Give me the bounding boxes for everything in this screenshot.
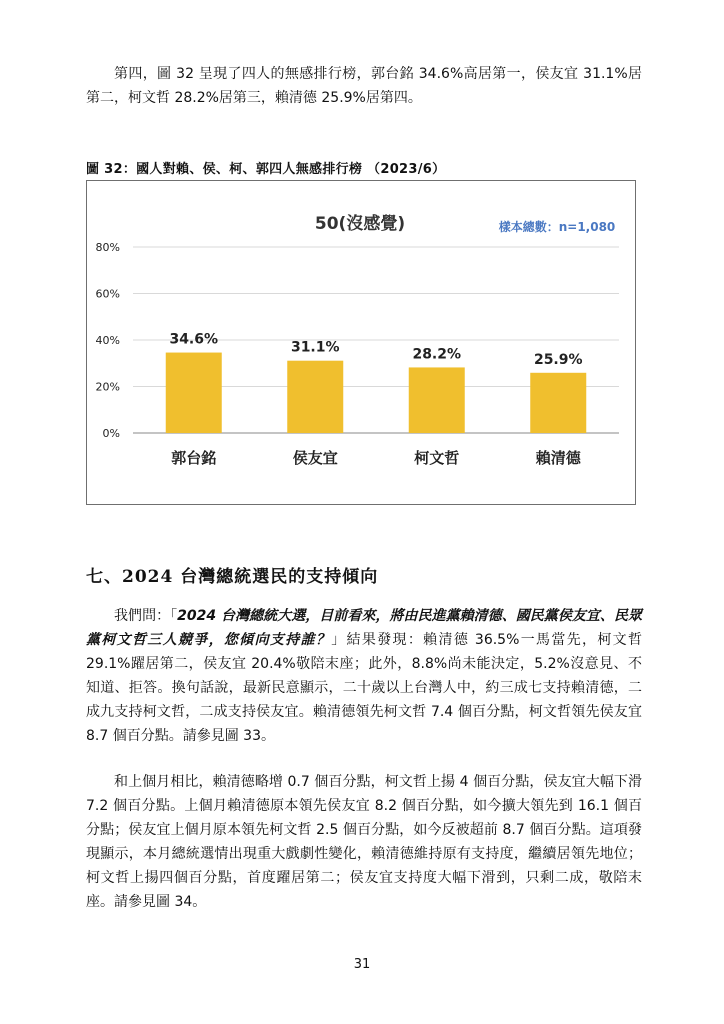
intro-paragraph: 第四，圖 32 呈現了四人的無感排行榜，郭台銘 34.6%高居第一，侯友宜 31.1%居第二，柯文哲 28.2%居第三，賴清德 25.9%居第四。 [86, 66, 642, 106]
x-category-label: 賴清德 [535, 449, 581, 467]
x-category-label: 侯友宜 [292, 449, 338, 467]
data-label: 25.9% [533, 351, 583, 368]
paragraph-body: 」結果發現：賴清德 36.5%一馬當先，柯文哲 29.1%躍居第二，侯友宜 20.4%敬陪末座；此外，8.8%尚未能決定，5.2%沒意見、不知道、拒答。換句話說，最新民意顯示，二十歲以上台灣人中，約三成七支持賴清德，二成九支持柯文哲，二成支持侯友宜。賴清德領先柯文哲 7.4 個百分點，柯文哲領先侯友宜 8.7 個百分點。請參見圖 33。 [86, 632, 642, 744]
data-label: 28.2% [412, 346, 462, 363]
data-label: 34.6% [169, 331, 219, 348]
x-category-label: 柯文哲 [414, 449, 460, 467]
y-tick-label: 60% [95, 287, 120, 301]
chart-title: 50(沒感覺) [314, 214, 406, 234]
y-tick-label: 0% [102, 427, 120, 440]
bar-chart-frame [86, 180, 636, 505]
support-paragraph [86, 604, 642, 748]
sample-size-note: 樣本總數：n=1,080 [498, 220, 616, 234]
bar-chart [87, 181, 635, 504]
page-number: 31 [353, 957, 371, 972]
comparison-paragraph: 和上個月相比，賴清德略增 0.7 個百分點，柯文哲上揚 4 個百分點，侯友宜大幅下滑 7.2 個百分點。上個月賴清德原本領先侯友宜 8.2 個百分點，如今擴大領先到 16.1 個百分點；侯友宜上個月原本領先柯文哲 2.5 個百分點，如今反被超前 8.7 個百分點。這項發現顯示，本月總統選情出現重大戲劇性變化，賴清德維持原有支持度，繼續居領先地位；柯文哲上揚四個百分點，首度躍居第二；侯友宜支持度大幅下滑到，只剩二成，敬陪末座。請參見圖 34。 [86, 774, 642, 910]
survey-question: 2024 台灣總統大選，目前看來，將由民進黨賴清德、國民黨侯友宜、民眾黨柯文哲三人競爭，您傾向支持誰？ [86, 608, 642, 648]
y-tick-label: 80% [95, 241, 120, 254]
bar [530, 373, 586, 433]
y-tick-label: 40% [95, 334, 120, 347]
bar [166, 353, 222, 433]
paragraph-lead: 我們問：「 [114, 608, 178, 624]
bar [287, 361, 343, 433]
y-tick-label: 20% [95, 380, 120, 394]
x-category-label: 郭台銘 [171, 449, 217, 467]
data-label: 31.1% [290, 339, 340, 356]
figure-caption: 圖 32：國人對賴、侯、柯、郭四人無感排行榜 （2023/6） [86, 162, 446, 177]
section-heading: 七、2024 台灣總統選民的支持傾向 [86, 567, 379, 587]
bar [409, 367, 465, 433]
